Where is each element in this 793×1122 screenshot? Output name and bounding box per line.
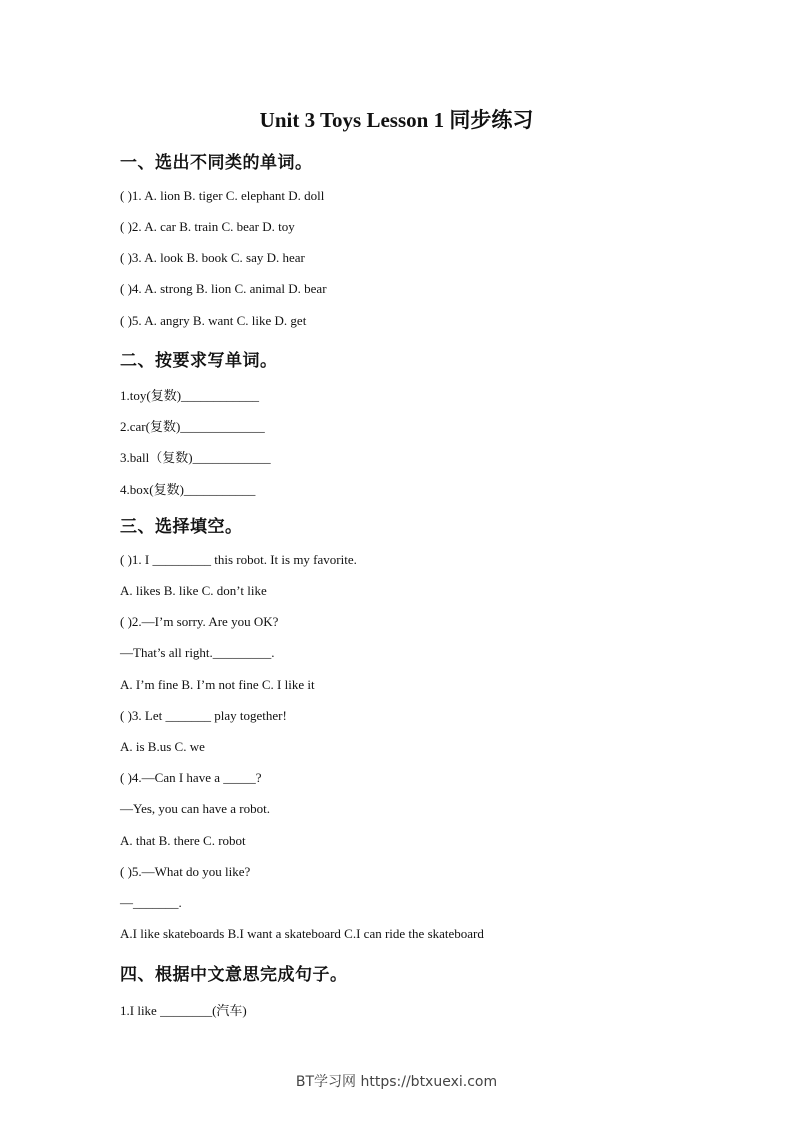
section3-line-3: ( )2.—I’m sorry. Are you OK?: [120, 614, 279, 629]
section3-line-8: ( )4.—Can I have a _____?: [120, 770, 262, 785]
section3-line-10: A. that B. there C. robot: [120, 833, 246, 848]
section4-item-1: 1.I like ________(汽车): [120, 1003, 247, 1018]
page-title: Unit 3 Toys Lesson 1 同步练习: [259, 108, 534, 132]
section2-item-4: 4.box(复数)___________: [120, 482, 256, 497]
section1-item-3: ( )3. A. look B. book C. say D. hear: [120, 250, 305, 265]
section2-heading: 二、按要求写单词。: [120, 351, 278, 371]
section3-line-12: —_______.: [120, 895, 182, 910]
section3-line-7: A. is B.us C. we: [120, 739, 205, 754]
section1-item-5: ( )5. A. angry B. want C. like D. get: [120, 313, 307, 328]
section2-item-3: 3.ball（复数)____________: [120, 450, 271, 465]
section1-item-2: ( )2. A. car B. train C. bear D. toy: [120, 219, 295, 234]
section3-line-6: ( )3. Let _______ play together!: [120, 708, 287, 723]
section2-item-2: 2.car(复数)_____________: [120, 419, 265, 434]
section3-line-11: ( )5.—What do you like?: [120, 864, 251, 879]
section1-heading: 一、选出不同类的单词。: [120, 153, 313, 173]
section3-heading: 三、选择填空。: [120, 517, 243, 537]
footer-watermark: BT学习网 https://btxuexi.com: [295, 1074, 498, 1090]
section3-line-9: —Yes, you can have a robot.: [120, 801, 270, 816]
section1-item-1: ( )1. A. lion B. tiger C. elephant D. doll: [120, 188, 325, 203]
section3-line-13: A.I like skateboards B.I want a skateboard C.I can ride the skateboard: [120, 926, 484, 941]
section1-item-4: ( )4. A. strong B. lion C. animal D. bear: [120, 281, 327, 296]
section3-line-2: A. likes B. like C. don’t like: [120, 583, 267, 598]
section4-heading: 四、根据中文意思完成句子。: [120, 965, 348, 985]
section2-item-1: 1.toy(复数)____________: [120, 388, 260, 403]
section3-line-1: ( )1. I _________ this robot. It is my favorite.: [120, 552, 357, 567]
section3-line-4: —That’s all right._________.: [120, 645, 275, 660]
section3-line-5: A. I’m fine B. I’m not fine C. I like it: [120, 677, 315, 692]
